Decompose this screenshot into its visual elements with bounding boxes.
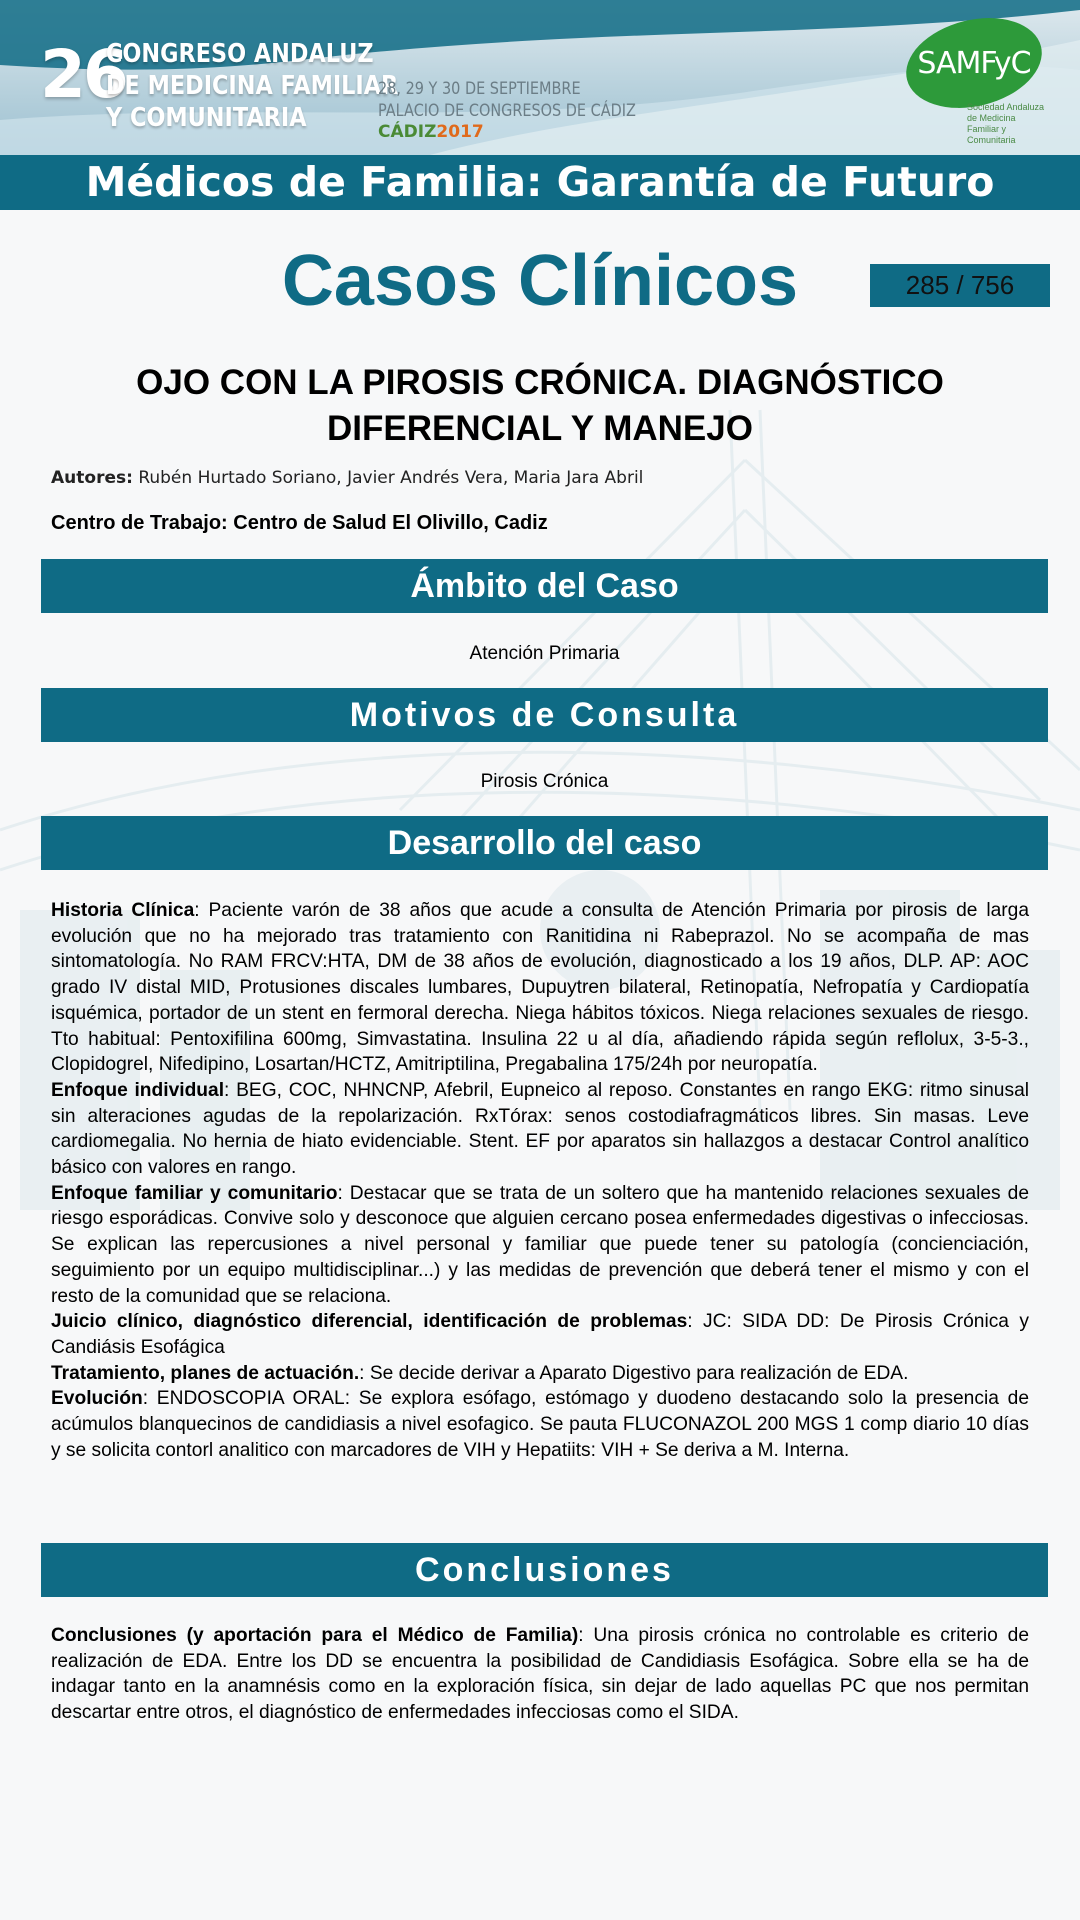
samfyc-logo: [905, 20, 1045, 145]
paragraph-historia: [51, 898, 1029, 1078]
paragraph-text: : Paciente varón de 38 años que acude a consulta de Atención Primaria por pirosis de larga evolución que no ha mejorado tras tratamiento con Ranitidina ni Rabeprazol. No se acompaña de mas sintomatología. No RAM FRCV:HTA, DM de 38 años de evolución, diagnosticado a los 19 años, DLP. AP: AOC grado IV distal MID, Protusiones discales lumbares, Dupuytren bilateral, Retinopatía, Nefropatía y Cardiopatía isquémica, portador de un stent en fermoral derecha. Niega hábitos tóxicos. Niega relaciones sexuales de riesgo. Tto habitual: Pentoxifilina 600mg, Simvastatina. Insulina 22 u al día, añadiendo rápida según reflolux, 3-5-3., Clopidogrel, Nifedipino, Losartan/HCTZ, Amitriptilina, Pregabalina 175/24h por neuropatía.: [51, 900, 1029, 1076]
section-header-conclusiones: Conclusiones: [41, 1543, 1048, 1597]
paragraph-evolucion: [51, 1386, 1029, 1463]
paragraph-enfoque-familiar: [51, 1181, 1029, 1310]
paragraph-label: Tratamiento, planes de actuación.: [51, 1362, 360, 1384]
congress-dates-line: 28, 29 Y 30 DE SEPTIEMBRE: [378, 79, 581, 99]
case-counter-badge: 285 / 756: [870, 264, 1050, 307]
city-name: CÁDIZ: [378, 122, 437, 142]
authors-line: [51, 468, 643, 488]
logo-text: SAMFyC: [917, 46, 1031, 81]
paragraph-enfoque-individual: [51, 1078, 1029, 1181]
authors-names: Rubén Hurtado Soriano, Javier Andrés Vera, Maria Jara Abril: [138, 468, 644, 488]
ambito-content: Atención Primaria: [469, 643, 620, 664]
header-banner: [0, 0, 1080, 155]
congress-year: 2017: [436, 122, 484, 142]
paragraph-label: Historia Clínica: [51, 900, 195, 921]
slogan-bar: Médicos de Familia: Garantía de Futuro: [0, 155, 1080, 210]
congress-city: [378, 122, 484, 142]
page-title: Casos Clínicos: [281, 241, 799, 321]
congress-title: [106, 38, 399, 134]
conclusiones-body: [51, 1623, 1029, 1726]
paragraph-label: Juicio clínico, diagnóstico diferencial, identificación de problemas: [51, 1311, 688, 1333]
section-header-desarrollo: Desarrollo del caso: [41, 816, 1048, 870]
congress-number: 26: [40, 36, 126, 113]
congress-dates: [378, 78, 636, 122]
case-title: OJO CON LA PIROSIS CRÓNICA. DIAGNÓSTICO DIFERENCIAL Y MANEJO: [136, 363, 944, 448]
desarrollo-body: [51, 898, 1029, 1463]
paragraph-text: : BEG, COC, NHNCNP, Afebril, Eupneico al reposo. Constantes en rango EKG: ritmo sinusal sin alteraciones agudas de la repolarización. RxTórax: senos costodiafragmáticos libres. Sin masas. Leve cardiomegalia. No hernia de hiato evidenciable. Stent. EF por aparatos sin hallazgos a destacar Control analítico básico con valores en rango.: [51, 1079, 1029, 1179]
section-header-motivos: Motivos de Consulta: [41, 688, 1048, 742]
motivos-content: Pirosis Crónica: [480, 771, 609, 792]
congress-title-line: Y COMUNITARIA: [106, 103, 307, 133]
authors-label: Autores:: [51, 468, 133, 488]
paragraph-text: : Se decide derivar a Aparato Digestivo para realización de EDA.: [359, 1362, 909, 1384]
section-header-ambito: Ámbito del Caso: [41, 559, 1048, 613]
paragraph-text: : JC: SIDA DD: De Pirosis Crónica y Candiásis Esofágica: [51, 1311, 1029, 1358]
congress-title-line: CONGRESO ANDALUZ: [106, 39, 374, 69]
paragraph-label: Enfoque individual: [51, 1079, 225, 1101]
congress-venue-line: PALACIO DE CONGRESOS DE CÁDIZ: [378, 101, 636, 121]
paragraph-juicio-clinico: [51, 1309, 1029, 1360]
congress-title-line: DE MEDICINA FAMILIAR: [106, 71, 399, 101]
paragraph-tratamiento: [51, 1361, 1029, 1387]
paragraph-text: : Una pirosis crónica no controlable es criterio de realización de EDA. Entre los DD se encuentra la posibilidad de Candidiasis Esofágica. Sobre ella se ha de indagar tanto en la anamnésis como en la exploración física, sin dejar de lado aquellas PC que nos permitan descartar entre otros, el diagnóstico de enfermedades infecciosas como el SIDA.: [51, 1625, 1029, 1724]
paragraph-label: Conclusiones (y aportación para el Médico de Familia): [51, 1625, 579, 1646]
workplace-line: Centro de Trabajo: Centro de Salud El Olivillo, Cadiz: [51, 512, 548, 534]
paragraph-text: : ENDOSCOPIA ORAL: Se explora esófago, estómago y duodeno destacando solo la presencia de acúmulos blanquecinos de candidiasis a nivel esofagico. Se pauta FLUCONAZOL 200 MGS 1 comp diario 10 días y se solicita contorl analitico con marcadores de VIH y Hepatiits: VIH + Se deriva a M. Interna.: [51, 1388, 1029, 1461]
paragraph-label: Enfoque familiar y comunitario: [51, 1182, 338, 1204]
paragraph-label: Evolución: [51, 1388, 143, 1410]
paragraph-text: : Destacar que se trata de un soltero que ha mantenido relaciones sexuales de riesgo esporádicas. Convive solo y desconoce que alguien cercano posea enfermedades digestivas o infecciosas. Se explican las repercusiones a nivel personal y familiar que puede tener su patología (concienciación, seguimiento por un equipo multidisciplinar...) y las medidas de prevención que deberá tener el mismo y con el resto de la comunidad que se relaciona.: [51, 1182, 1029, 1307]
paragraph-conclusiones: [51, 1623, 1029, 1726]
logo-subtext: Sociedad Andaluza de Medicina Familiar y Comunitaria: [967, 102, 1045, 145]
